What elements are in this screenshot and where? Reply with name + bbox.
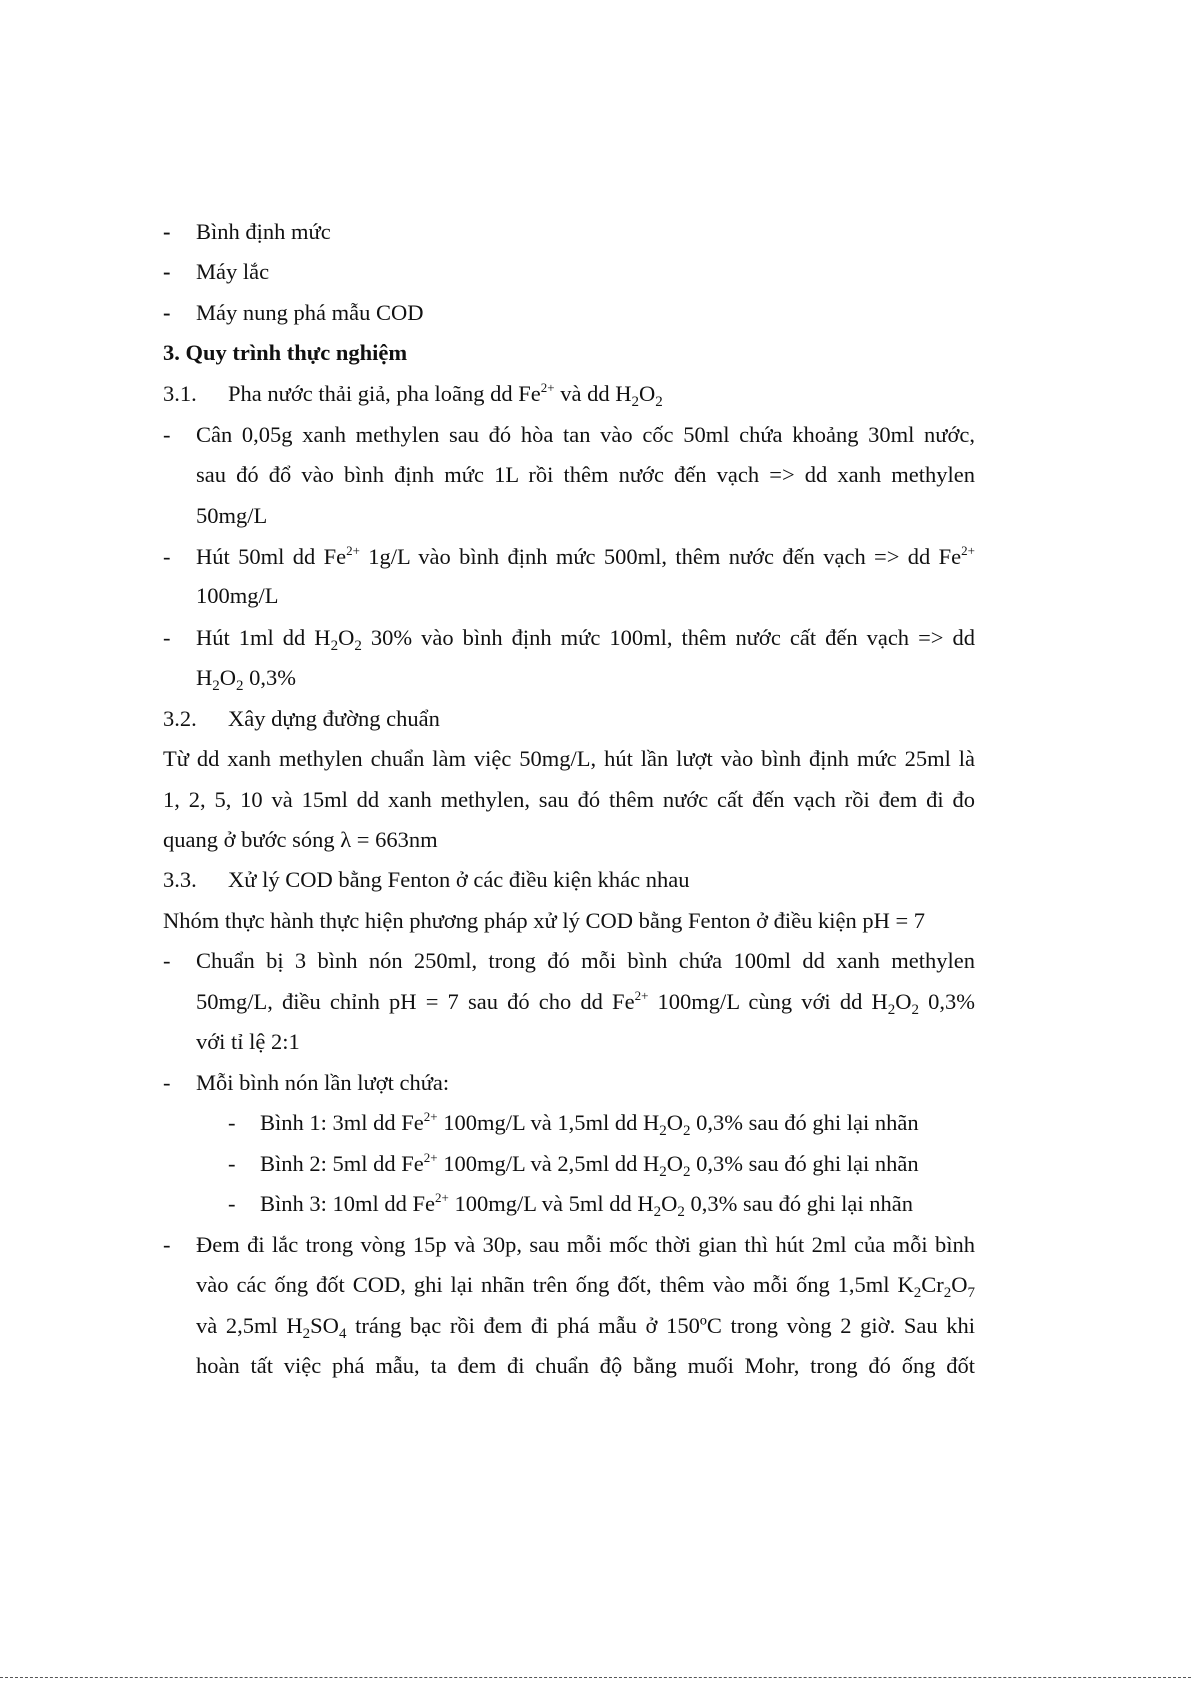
list-bullet: - xyxy=(163,1232,171,1257)
equipment-item: Máy nung phá mẫu COD xyxy=(196,300,424,325)
paragraph-line: với tỉ lệ 2:1 xyxy=(196,1029,300,1054)
paragraph-line: 50mg/L xyxy=(196,503,268,528)
paragraph-line: hoàn tất việc phá mẫu, ta đem đi chuẩn độ bằng muối Mohr, trong đó ống đốt xyxy=(196,1353,975,1378)
paragraph-line: Hút 50ml dd $Fe^{2+}$ 1g/L vào bình định mức 500ml, thêm nước đến vạch => dd $Fe^{2+}$ xyxy=(196,543,975,569)
sub-list-item: Bình 1: 3ml dd $Fe^{2+}$ 100mg/L và 1,5ml dd $H_2O_2$ 0,3% sau đó ghi lại nhãn xyxy=(260,1109,919,1139)
section-heading: 3. Quy trình thực nghiệm xyxy=(163,340,408,365)
sub-list-item: Bình 3: 10ml dd $Fe^{2+}$ 100mg/L và 5ml dd $H_2O_2$ 0,3% sau đó ghi lại nhãn xyxy=(260,1190,913,1220)
paragraph-line: quang ở bước sóng λ = 663nm xyxy=(163,827,438,852)
sub-list-bullet: - xyxy=(228,1191,236,1216)
list-bullet: - xyxy=(163,544,171,569)
list-bullet: - xyxy=(163,625,171,650)
paragraph-line: Từ dd xanh methylen chuẩn làm việc 50mg/L, hút lần lượt vào bình định mức 25ml là xyxy=(163,746,975,771)
paragraph-line: và 2,5ml $H_2SO_4$ tráng bạc rồi đem đi phá mẫu ở 150ºC trong vòng 2 giờ. Sau khi xyxy=(196,1313,975,1342)
paragraph-line: Chuẩn bị 3 bình nón 250ml, trong đó mỗi bình chứa 100ml dd xanh methylen xyxy=(196,948,975,973)
list-bullet: - xyxy=(163,1070,171,1095)
paragraph-line: Đem đi lắc trong vòng 15p và 30p, sau mỗi mốc thời gian thì hút 2ml của mỗi bình xyxy=(196,1232,975,1257)
page-bottom-rule xyxy=(0,1677,1191,1678)
subsection-title: Pha nước thải giả, pha loãng dd $Fe^{2+}$ và dd $H_2O_2$ xyxy=(228,380,663,410)
paragraph-line: Cân 0,05g xanh methylen sau đó hòa tan vào cốc 50ml chứa khoảng 30ml nước, xyxy=(196,422,975,447)
paragraph-line: Mỗi bình nón lần lượt chứa: xyxy=(196,1070,450,1095)
subsection-number: 3.3. xyxy=(163,867,197,892)
paragraph-line: vào các ống đốt COD, ghi lại nhãn trên ống đốt, thêm vào mỗi ống 1,5ml $K_2Cr_2O_7$ xyxy=(196,1272,975,1301)
paragraph-line: sau đó đổ vào bình định mức 1L rồi thêm nước đến vạch => dd xanh methylen xyxy=(196,462,975,487)
list-bullet: - xyxy=(163,259,171,284)
sub-list-bullet: - xyxy=(228,1151,236,1176)
list-bullet: - xyxy=(163,300,171,325)
paragraph-line: Nhóm thực hành thực hiện phương pháp xử lý COD bằng Fenton ở điều kiện pH = 7 xyxy=(163,908,926,933)
paragraph-line: Hút 1ml dd $H_2O_2$ 30% vào bình định mức 100ml, thêm nước cất đến vạch => dd xyxy=(196,625,975,654)
subsection-title: Xử lý COD bằng Fenton ở các điều kiện khác nhau xyxy=(228,867,690,892)
subsection-number: 3.1. xyxy=(163,381,197,406)
sub-list-item: Bình 2: 5ml dd $Fe^{2+}$ 100mg/L và 2,5ml dd $H_2O_2$ 0,3% sau đó ghi lại nhãn xyxy=(260,1150,919,1180)
list-bullet: - xyxy=(163,948,171,973)
list-bullet: - xyxy=(163,219,171,244)
list-bullet: - xyxy=(163,422,171,447)
sub-list-bullet: - xyxy=(228,1110,236,1135)
subsection-title: Xây dựng đường chuẩn xyxy=(228,706,440,731)
subsection-number: 3.2. xyxy=(163,706,197,731)
paragraph-line: $H_2O_2$ 0,3% xyxy=(196,665,296,694)
paragraph-line: 50mg/L, điều chỉnh pH = 7 sau đó cho dd $Fe^{2+}$ 100mg/L cùng với dd $H_2O_2$ 0,3% xyxy=(196,988,976,1018)
paragraph-line: 100mg/L xyxy=(196,583,279,608)
paragraph-line: 1, 2, 5, 10 và 15ml dd xanh methylen, sau đó thêm nước cất đến vạch rồi đem đi đo xyxy=(163,787,975,812)
equipment-item: Bình định mức xyxy=(196,219,331,244)
equipment-item: Máy lắc xyxy=(196,259,270,284)
